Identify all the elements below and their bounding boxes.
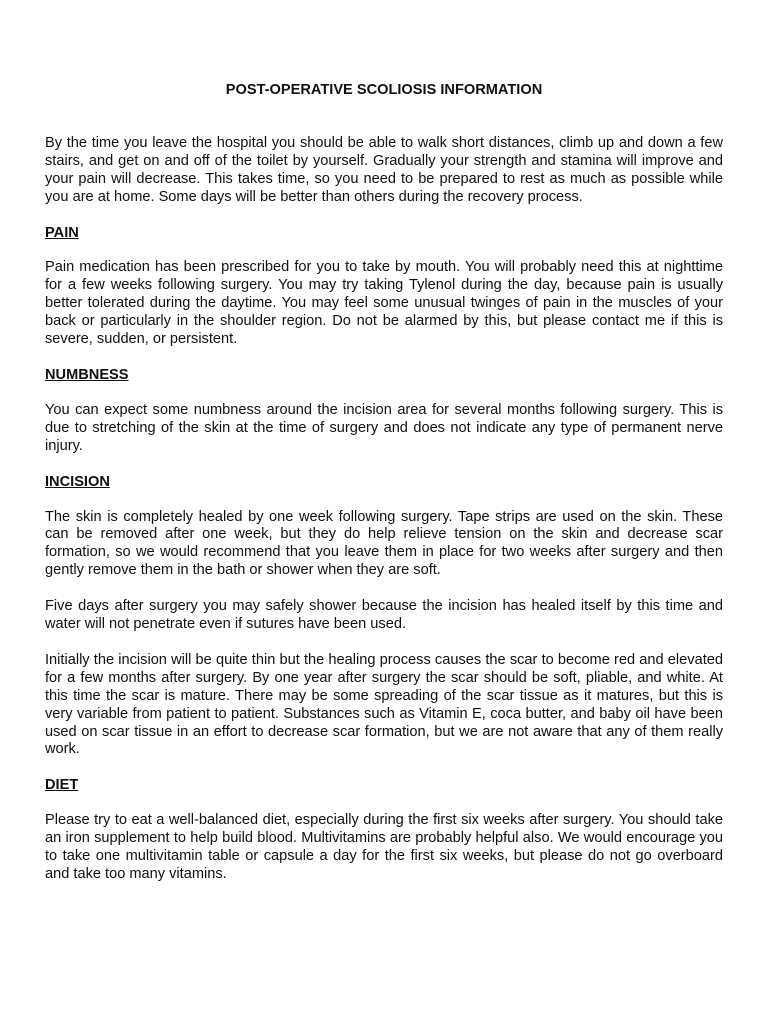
diet-section	[45, 777, 723, 884]
pain-paragraph: Pain medication has been prescribed for you to take by mouth. You will probably need this at nighttime for a few weeks following surgery. You may try taking Tylenol during the day, because pain is usually better tolerated during the daytime. You may feel some unusual twinges of pain in the muscles of your back or particularly in the shoulder region. Do not be alarmed by this, but please contact me if this is severe, sudden, or persistent.	[45, 259, 723, 348]
incision-paragraph-scar: Initially the incision will be quite thin but the healing process causes the scar to become red and elevated for a few months after surgery. By one year after surgery the scar should be soft, pliable, and white. At this time the scar is mature. There may be some spreading of the scar tissue as it matures, but this is very variable from patient to patient. Substances such as Vitamin E, coca butter, and baby oil have been used on scar tissue in an effort to decrease scar formation, but we are not aware that any of them really work.	[45, 651, 723, 758]
pain-heading: PAIN	[45, 224, 79, 241]
intro-paragraph: By the time you leave the hospital you should be able to walk short distances, climb up and down a few stairs, and get on and off of the toilet by yourself. Gradually your strength and stamina will improve and your pain will decrease. This takes time, so you need to be prepared to rest as much as possible while you are at home. Some days will be better than others during the recovery process.	[45, 134, 723, 205]
diet-paragraph: Please try to eat a well-balanced diet, especially during the first six weeks after surgery. You should take an iron supplement to help build blood. Multivitamins are probably helpful also. We would encourage you to take one multivitamin table or capsule a day for the first six weeks, but please do not go overboard and take too many vitamins.	[45, 812, 723, 882]
incision-paragraph-shower: Five days after surgery you may safely shower because the incision has healed itself by this time and water will not penetrate even if sutures have been used.	[45, 598, 723, 633]
pain-section	[45, 225, 723, 349]
incision-paragraph-tape-strips: The skin is completely healed by one week following surgery. Tape strips are used on the skin. These can be removed after one week, but they do help relieve tension on the skin and decrease scar formation, so we would recommend that you leave them in place for two weeks after surgery and then gently remove them in the bath or shower when they are soft.	[45, 508, 723, 579]
numbness-section	[45, 367, 723, 456]
document-title: POST-OPERATIVE SCOLIOSIS INFORMATION	[225, 82, 543, 98]
numbness-heading: NUMBNESS	[45, 366, 129, 383]
incision-section	[45, 474, 723, 760]
diet-heading: DIET	[45, 777, 79, 794]
numbness-paragraph: You can expect some numbness around the incision area for several months following surgery. This is due to stretching of the skin at the time of surgery and does not indicate any type of permanent nerve injury.	[45, 401, 723, 454]
incision-heading: INCISION	[45, 473, 110, 490]
document-page	[45, 82, 723, 902]
